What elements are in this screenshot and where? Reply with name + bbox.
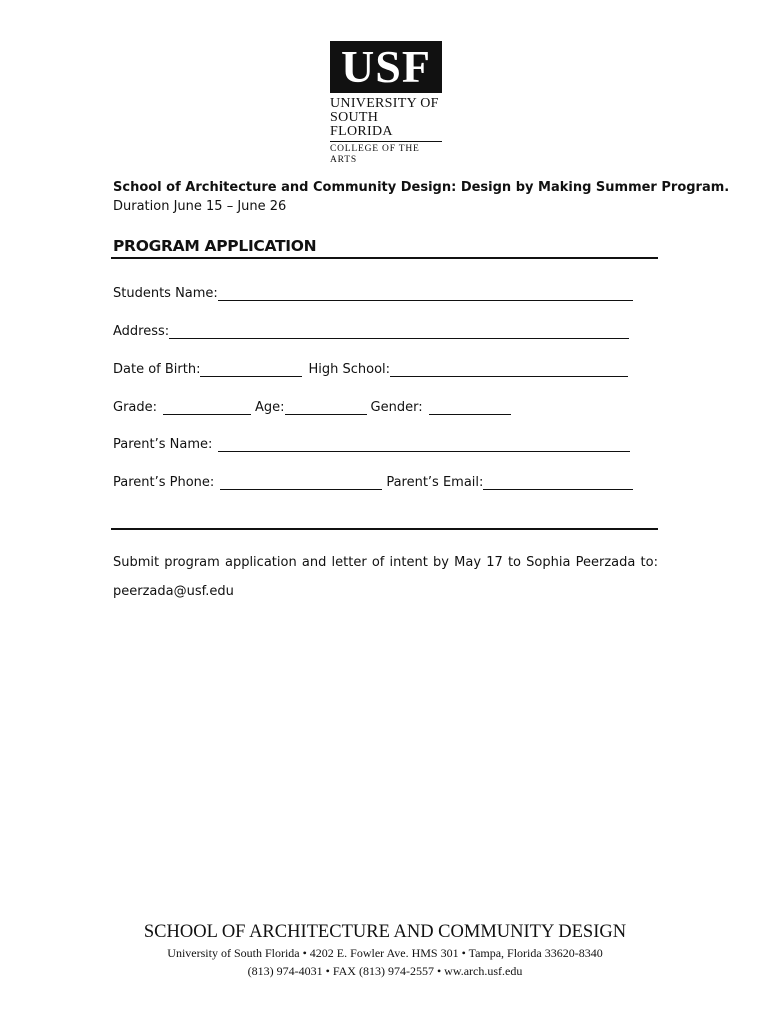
age-label: Age: xyxy=(255,400,285,415)
parents-email-field[interactable] xyxy=(483,475,633,490)
footer-contact: (813) 974-4031 • FAX (813) 974-2557 • ww.arch.usf.edu xyxy=(247,964,523,978)
gender-label: Gender: xyxy=(370,400,423,415)
parents-name-label: Parent’s Name: xyxy=(113,437,213,452)
footer-address: University of South Florida • 4202 E. Fowler Ave. HMS 301 • Tampa, Florida 33620-8340 xyxy=(167,946,603,960)
age-field[interactable] xyxy=(285,400,367,415)
program-title: School of Architecture and Community Design: Design by Making Summer Program. xyxy=(113,180,730,195)
program-duration: Duration June 15 – June 26 xyxy=(113,199,287,214)
address-label: Address: xyxy=(113,324,170,339)
high-school-label: High School: xyxy=(308,362,391,377)
form-divider xyxy=(111,528,658,530)
submission-instructions: Submit program application and letter of intent by May 17 to Sophia Peerzada to: xyxy=(113,555,658,570)
contact-email[interactable]: peerzada@usf.edu xyxy=(113,584,234,599)
logo-university-of: UNIVERSITY OF xyxy=(330,96,439,111)
grade-label: Grade: xyxy=(113,400,158,415)
heading-divider xyxy=(111,257,658,259)
address-field[interactable] xyxy=(169,324,629,339)
parents-phone-field[interactable] xyxy=(220,475,382,490)
page-title: PROGRAM APPLICATION xyxy=(113,237,317,255)
grade-age-gender-row xyxy=(113,397,511,415)
grade-field[interactable] xyxy=(163,400,251,415)
parents-contact-row xyxy=(113,472,633,490)
high-school-field[interactable] xyxy=(390,362,628,377)
logo-divider xyxy=(330,141,442,142)
gender-field[interactable] xyxy=(429,400,511,415)
usf-logo-mark: USF xyxy=(330,41,442,93)
students-name-row xyxy=(113,283,633,301)
footer-school-name: SCHOOL OF ARCHITECTURE AND COMMUNITY DESIGN xyxy=(143,922,627,942)
students-name-label: Students Name: xyxy=(113,286,218,301)
students-name-field[interactable] xyxy=(218,286,633,301)
dob-highschool-row xyxy=(113,359,628,377)
parents-phone-label: Parent’s Phone: xyxy=(113,475,215,490)
date-of-birth-label: Date of Birth: xyxy=(113,362,201,377)
logo-south-florida: SOUTH FLORIDA xyxy=(330,110,393,139)
usf-logo xyxy=(330,41,442,166)
parents-name-row xyxy=(113,434,630,452)
logo-college-of-the-arts: COLLEGE OF THE ARTS xyxy=(330,144,420,165)
parents-name-field[interactable] xyxy=(218,437,630,452)
parents-email-label: Parent’s Email: xyxy=(386,475,484,490)
date-of-birth-field[interactable] xyxy=(200,362,302,377)
address-row xyxy=(113,321,629,339)
